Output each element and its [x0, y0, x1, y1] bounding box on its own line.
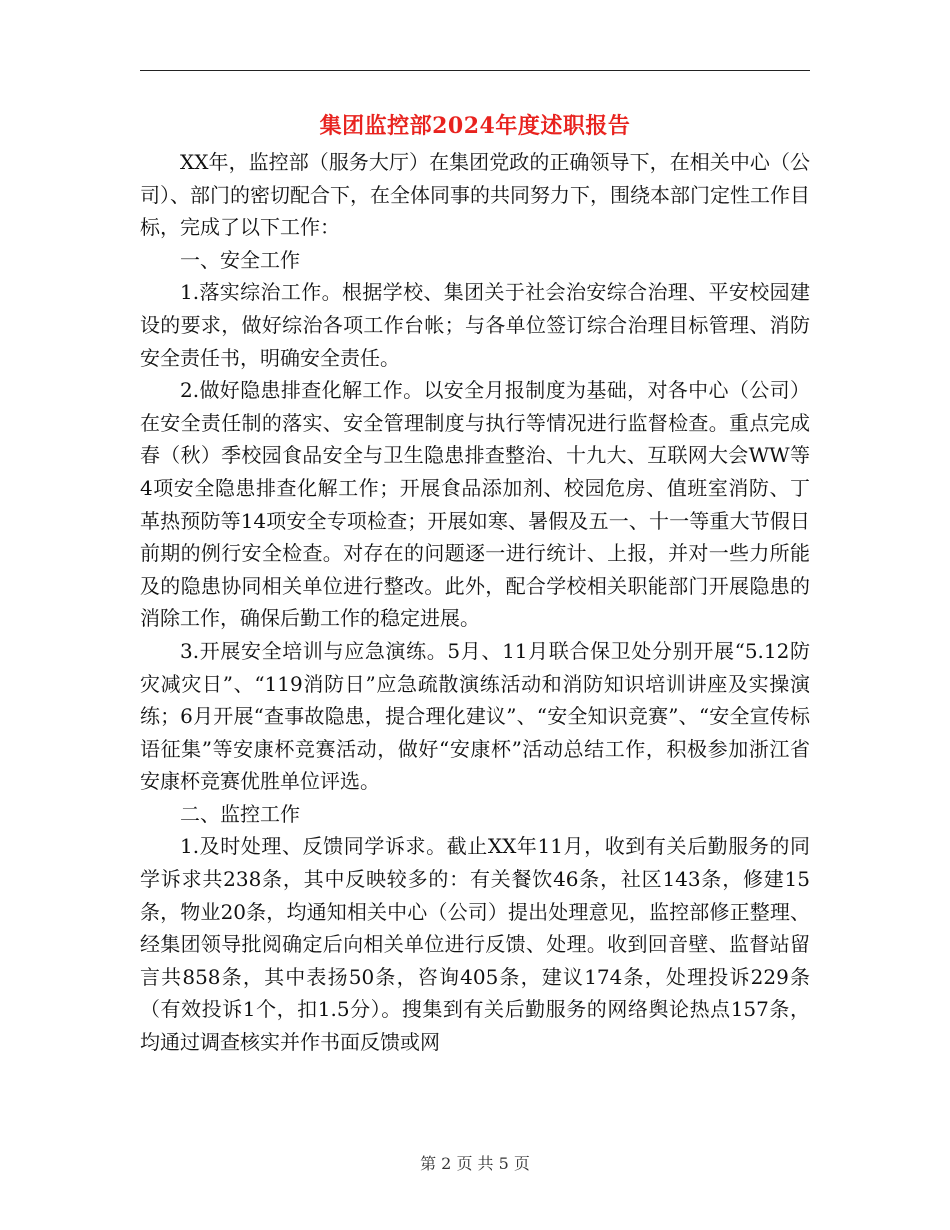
section-heading-monitoring: 二、监控工作 [180, 801, 300, 826]
paragraph-monitoring-1: 1.及时处理、反馈同学诉求。截止XX年11月，收到有关后勤服务的同学诉求共238条，其中反映较多的：有关餐饮46条，社区143条，修建15条，物业20条，均通知相关中心（公司）提出处理意见，监控部修正整理、经集团领导批阅确定后向相关单位进行反馈、处理。收到回音壁、监督站留言共858条，其中表扬50条，咨询405条，建议174条，处理投诉229条（有效投诉1个，扣1.5分）。搜集到有关后勤服务的网络舆论热点157条，均通过调查核实并作书面反馈或网 [140, 834, 810, 1055]
header-rule [140, 70, 810, 71]
page-indicator: 第 2 页 共 5 页 [420, 1154, 530, 1173]
paragraph-safety-2: 2.做好隐患排查化解工作。以安全月报制度为基础，对各中心（公司）在安全责任制的落实、安全管理制度与执行等情况进行监督检查。重点完成春（秋）季校园食品安全与卫生隐患排查整治、十九大、互联网大会WW等4项安全隐患排查化解工作；开展食品添加剂、校园危房、值班室消防、丁革热预防等14项安全专项检查；开展如寒、暑假及五一、十一等重大节假日前期的例行安全检查。对存在的问题逐一进行统计、上报，并对一些力所能及的隐患协同相关单位进行整改。此外，配合学校相关职能部门开展隐患的消除工作，确保后勤工作的稳定进展。 [140, 378, 810, 631]
paragraph-safety-1: 1.落实综治工作。根据学校、集团关于社会治安综合治理、平安校园建设的要求，做好综治各项工作台帐；与各单位签订综合治理目标管理、消防安全责任书，明确安全责任。 [140, 280, 810, 370]
document-title: 集团监控部2024年度述职报告 [319, 113, 631, 139]
paragraph-intro: XX年，监控部（服务大厅）在集团党政的正确领导下，在相关中心（公司）、部门的密切配合下，在全体同事的共同努力下，围绕本部门定性工作目标，完成了以下工作： [140, 150, 810, 240]
paragraph-safety-3: 3.开展安全培训与应急演练。5月、11月联合保卫处分别开展“5.12防灾减灾日”、“119消防日”应急疏散演练活动和消防知识培训讲座及实操演练；6月开展“查事故隐患，提合理化建议”、“安全知识竞赛”、“安全宣传标语征集”等安康杯竞赛活动，做好“安康杯”活动总结工作，积极参加浙江省安康杯竞赛优胜单位评选。 [140, 638, 810, 794]
document-body [140, 146, 810, 1059]
section-heading-safety: 一、安全工作 [180, 247, 300, 272]
